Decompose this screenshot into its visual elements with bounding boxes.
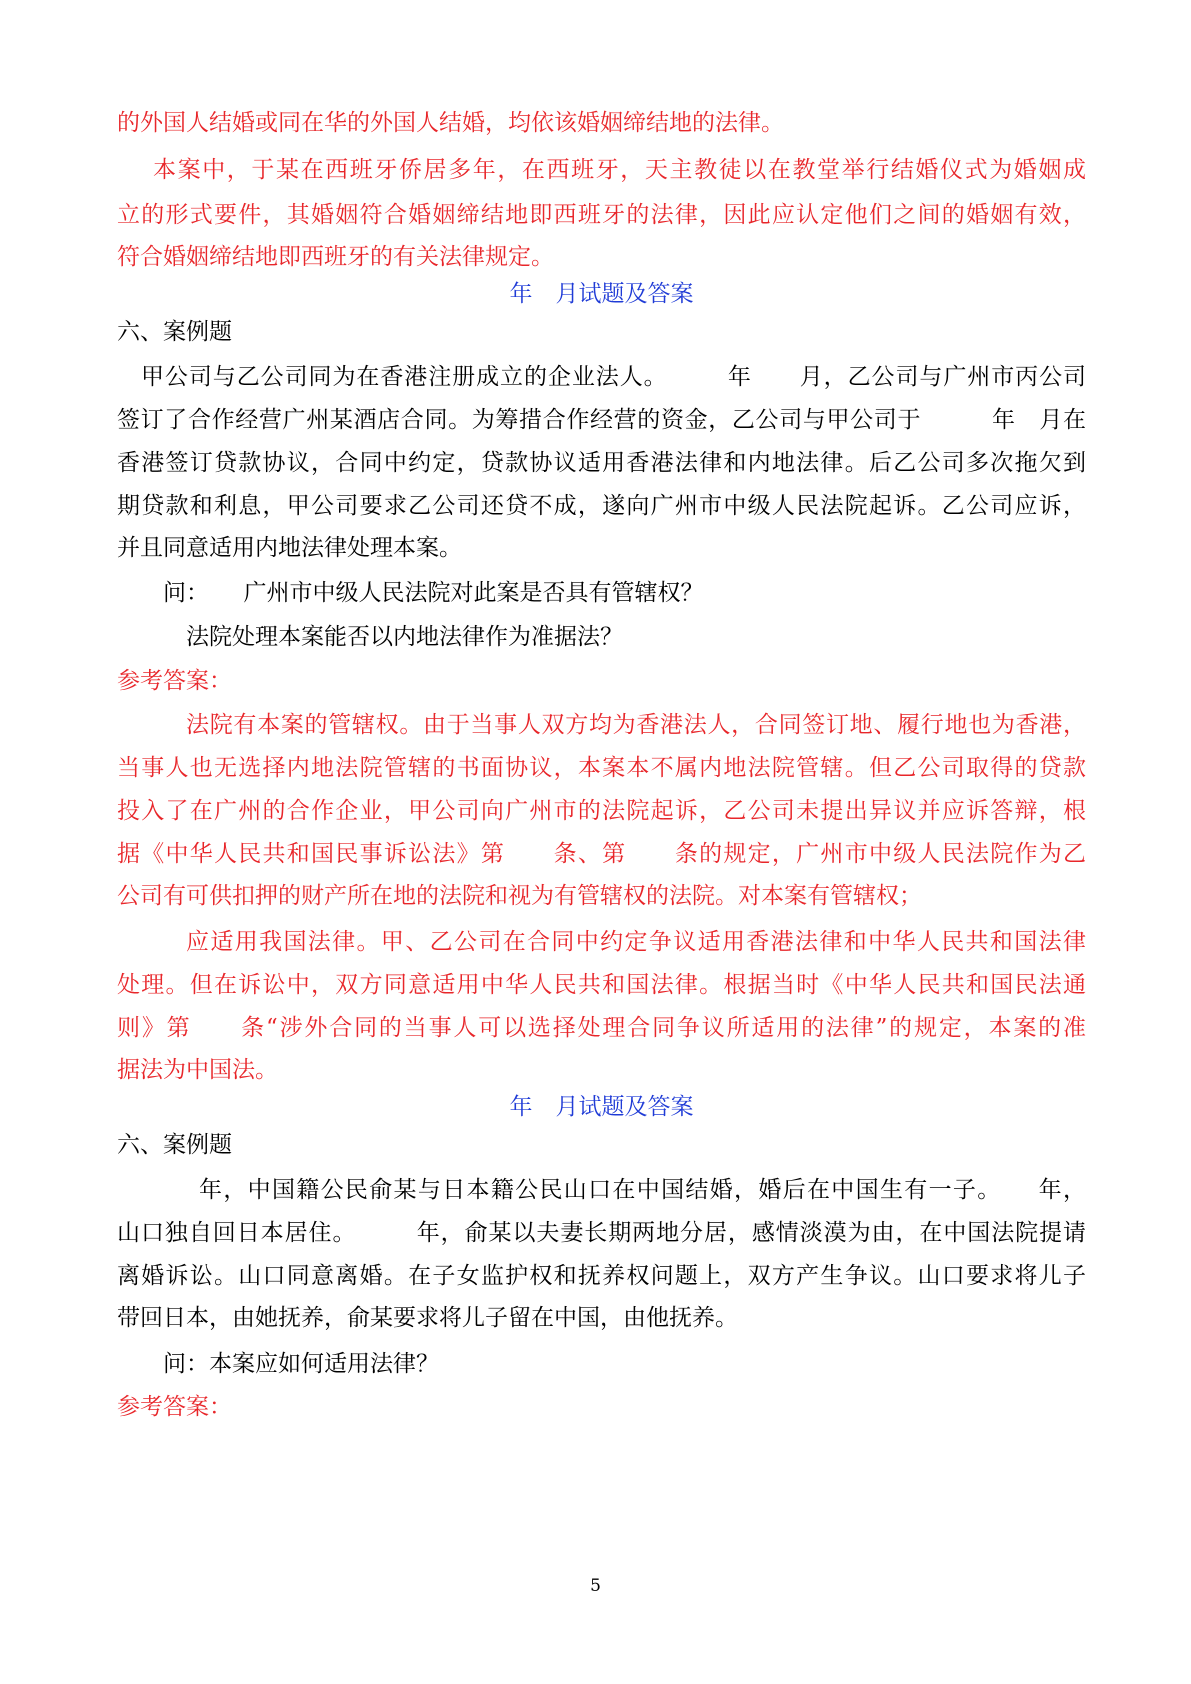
answer-line: 据《中华人民共和国民事诉讼法》第 条、第 条的规定，广州市中级人民法院作为乙 (117, 841, 1086, 867)
text-line: 离婚诉讼。山口同意离婚。在子女监护权和抚养权问题上，双方产生争议。山口要求将儿子 (117, 1263, 1086, 1289)
section-heading: 年 月试题及答案 (509, 1094, 694, 1120)
question-line: 问： 广州市中级人民法院对此案是否具有管辖权？ (163, 580, 704, 606)
page-number: 5 (590, 1576, 601, 1596)
case-label: 六、案例题 (117, 319, 232, 345)
text-line: 年，中国籍公民俞某与日本籍公民山口在中国结婚，婚后在中国生有一子。 年， (199, 1177, 1086, 1203)
text-line: 并且同意适用内地法律处理本案。 (117, 535, 462, 561)
question-line: 问：本案应如何适用法律？ (163, 1351, 439, 1377)
answer-label: 参考答案： (117, 668, 232, 694)
answer-line: 据法为中国法。 (117, 1057, 278, 1083)
text-line: 期贷款和利息，甲公司要求乙公司还贷不成，遂向广州市中级人民法院起诉。乙公司应诉， (117, 493, 1086, 519)
answer-line: 法院有本案的管辖权。由于当事人双方均为香港法人，合同签订地、履行地也为香港， (186, 712, 1086, 738)
answer-label: 参考答案： (117, 1394, 232, 1420)
answer-line: 公司有可供扣押的财产所在地的法院和视为有管辖权的法院。对本案有管辖权； (117, 883, 922, 909)
case-label: 六、案例题 (117, 1132, 232, 1158)
answer-line: 应适用我国法律。甲、乙公司在合同中约定争议适用香港法律和中华人民共和国法律 (186, 929, 1086, 955)
section-heading: 年 月试题及答案 (509, 281, 694, 307)
text-line: 的外国人结婚或同在华的外国人结婚，均依该婚姻缔结地的法律。 (117, 110, 784, 136)
text-line: 山口独自回日本居住。 年，俞某以夫妻长期两地分居，感情淡漠为由，在中国法院提请 (117, 1220, 1086, 1246)
text-line: 甲公司与乙公司同为在香港注册成立的企业法人。 年 月，乙公司与广州市丙公司 (141, 364, 1086, 390)
answer-line: 投入了在广州的合作企业，甲公司向广州市的法院起诉，乙公司未提出异议并应诉答辩，根 (117, 798, 1086, 824)
text-line: 本案中，于某在西班牙侨居多年，在西班牙，天主教徒以在教堂举行结婚仪式为婚姻成 (153, 157, 1086, 183)
text-line: 符合婚姻缔结地即西班牙的有关法律规定。 (117, 244, 554, 270)
answer-line: 当事人也无选择内地法院管辖的书面协议，本案本不属内地法院管辖。但乙公司取得的贷款 (117, 755, 1086, 781)
text-line: 香港签订贷款协议，合同中约定，贷款协议适用香港法律和内地法律。后乙公司多次拖欠到 (117, 450, 1086, 476)
text-line: 立的形式要件，其婚姻符合婚姻缔结地即西班牙的法律，因此应认定他们之间的婚姻有效， (117, 202, 1086, 228)
question-line: 法院处理本案能否以内地法律作为准据法？ (186, 624, 623, 650)
text-line: 带回日本，由她抚养，俞某要求将儿子留在中国，由他抚养。 (117, 1305, 738, 1331)
answer-line: 处理。但在诉讼中，双方同意适用中华人民共和国法律。根据当时《中华人民共和国民法通 (117, 972, 1086, 998)
answer-line: 则》第 条“涉外合同的当事人可以选择处理合同争议所适用的法律”的规定，本案的准 (117, 1015, 1086, 1041)
text-line: 签订了合作经营广州某酒店合同。为筹措合作经营的资金，乙公司与甲公司于 年 月在 (117, 407, 1086, 433)
